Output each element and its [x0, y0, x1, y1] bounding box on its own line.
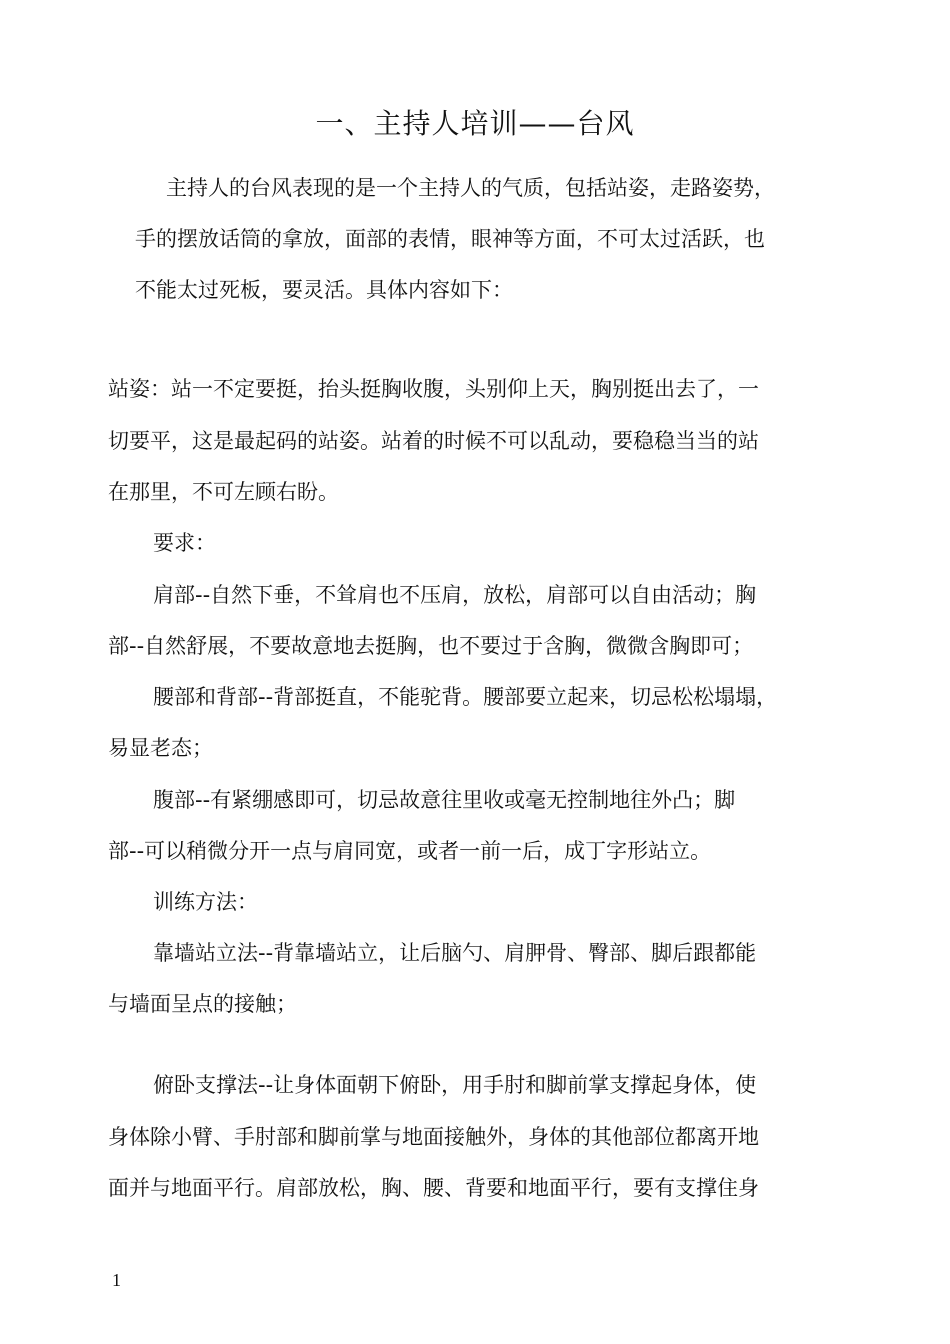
body-line: 面并与地面平行。肩部放松，胸、腰、背要和地面平行，要有支撑住身: [108, 1176, 759, 1200]
body-line: 腰部和背部--背部挺直，不能驼背。腰部要立起来，切忌松松塌塌，: [153, 685, 778, 709]
body-line: 腹部--有紧绷感即可，切忌故意往里收或毫无控制地往外凸；脚: [153, 788, 736, 812]
body-line: 手的摆放话筒的拿放，面部的表情，眼神等方面，不可太过活跃，也: [135, 227, 765, 251]
body-line: 部--可以稍微分开一点与肩同宽，或者一前一后，成丁字形站立。: [108, 839, 712, 863]
section-label: 训练方法：: [153, 890, 258, 914]
body-line: 肩部--自然下垂，不耸肩也不压肩，放松，肩部可以自由活动；胸: [153, 583, 757, 607]
document-title: 一、主持人培训——台风: [315, 107, 635, 140]
body-line: 部--自然舒展，不要故意地去挺胸，也不要过于含胸，微微含胸即可；: [108, 634, 754, 658]
body-line: 靠墙站立法--背靠墙站立，让后脑勺、肩胛骨、臀部、脚后跟都能: [153, 941, 757, 965]
page-number: 1: [112, 1270, 121, 1290]
body-line: 易显老态；: [108, 736, 213, 760]
body-line: 俯卧支撑法--让身体面朝下俯卧，用手肘和脚前掌支撑起身体，使: [153, 1073, 757, 1097]
body-line: 不能太过死板，要灵活。具体内容如下：: [135, 278, 513, 302]
body-line: 站姿：站一不定要挺，抬头挺胸收腹，头别仰上天，胸别挺出去了，一: [108, 377, 759, 401]
body-line: 在那里，不可左顾右盼。: [108, 480, 339, 504]
body-line: 与墙面呈点的接触；: [108, 992, 297, 1016]
body-line: 切要平，这是最起码的站姿。站着的时候不可以乱动，要稳稳当当的站: [108, 429, 759, 453]
section-label: 要求：: [153, 531, 216, 555]
body-line: 主持人的台风表现的是一个主持人的气质，包括站姿，走路姿势，: [166, 176, 775, 200]
body-line: 身体除小臂、手肘部和脚前掌与地面接触外，身体的其他部位都离开地: [108, 1125, 759, 1149]
